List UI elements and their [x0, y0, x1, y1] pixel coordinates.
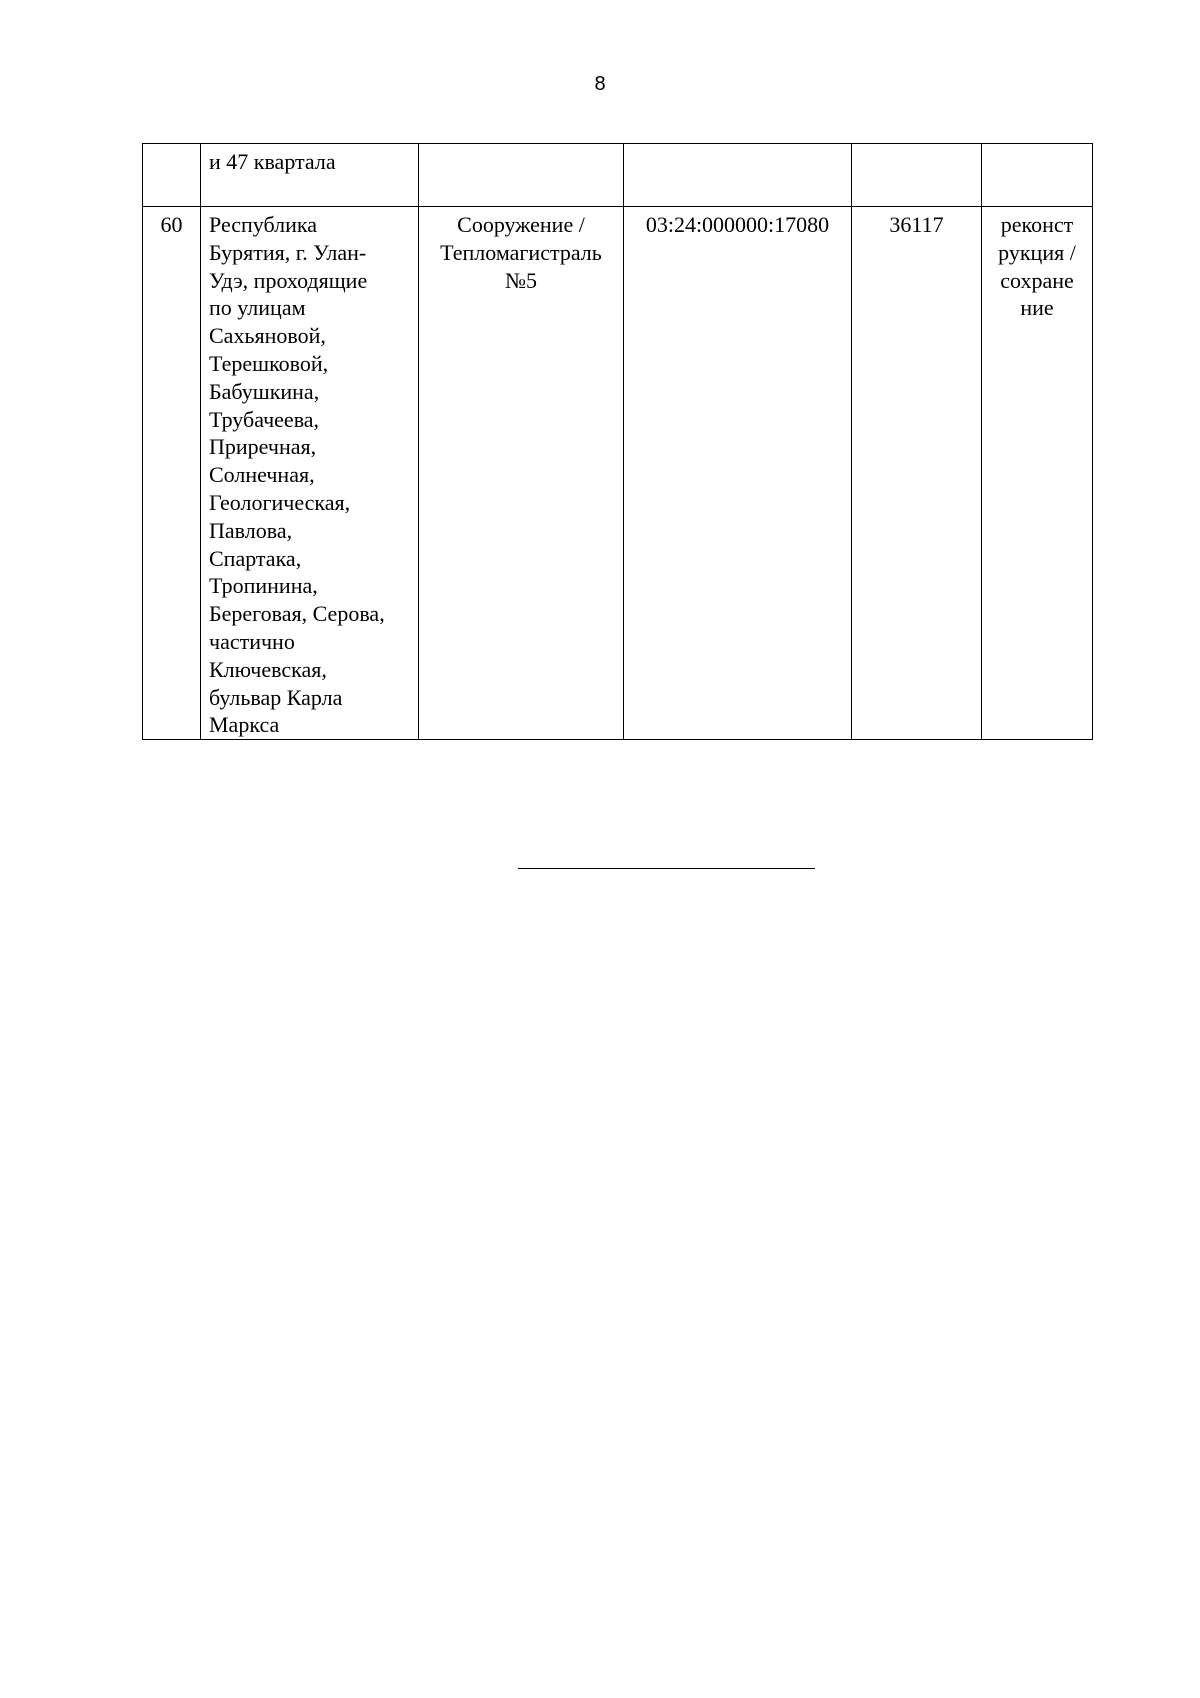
row-number-cell: 60: [143, 207, 201, 740]
address-line: Маркса: [209, 712, 280, 738]
address-line: Береговая, Серова,: [209, 601, 385, 627]
object-name-cell: [419, 144, 624, 207]
address-line: и 47 квартала: [209, 149, 336, 174]
address-line: Ключевская,: [209, 656, 327, 682]
table-row: [143, 207, 1093, 740]
address-line: Республика: [209, 212, 318, 237]
address-line: Бабушкина,: [209, 378, 320, 404]
object-name-line: Сооружение /: [457, 212, 585, 237]
row-number-cell: [143, 144, 201, 207]
address-line: частично: [209, 628, 295, 654]
object-name-line: Тепломагистраль: [440, 239, 602, 265]
cadastral-number-cell: 03:24:000000:17080: [624, 207, 852, 740]
area-cell: 36117: [852, 207, 982, 740]
address-line: Солнечная,: [209, 462, 315, 488]
address-line: Тропинина,: [209, 573, 318, 599]
action-line: ние: [1020, 295, 1054, 321]
area-cell: [852, 144, 982, 207]
address-line: по улицам: [209, 295, 306, 321]
address-line: Сахьяновой,: [209, 323, 326, 349]
page-number: 8: [594, 73, 606, 95]
address-line: Геологическая,: [209, 489, 351, 515]
table-row: [143, 144, 1093, 207]
address-line: Удэ, проходящие: [209, 267, 368, 293]
address-line: Спартака,: [209, 545, 302, 571]
action-cell: [982, 207, 1093, 740]
address-line: Павлова,: [209, 517, 293, 543]
address-cell: [201, 144, 419, 207]
action-line: реконст: [1000, 212, 1074, 237]
action-cell: [982, 144, 1093, 207]
address-line: бульвар Карла: [209, 684, 343, 710]
action-line: рукция /: [998, 239, 1076, 265]
address-cell: [201, 207, 419, 740]
address-line: Приречная,: [209, 434, 317, 460]
end-separator-line: [518, 868, 815, 869]
objects-table: [142, 143, 1093, 740]
address-line: Бурятия, г. Улан-: [209, 239, 367, 265]
address-line: Терешковой,: [209, 350, 329, 376]
object-name-line: №5: [505, 267, 537, 293]
address-line: Трубачеева,: [209, 406, 320, 432]
object-name-cell: [419, 207, 624, 740]
action-line: сохране: [1000, 267, 1074, 293]
cadastral-number-cell: [624, 144, 852, 207]
